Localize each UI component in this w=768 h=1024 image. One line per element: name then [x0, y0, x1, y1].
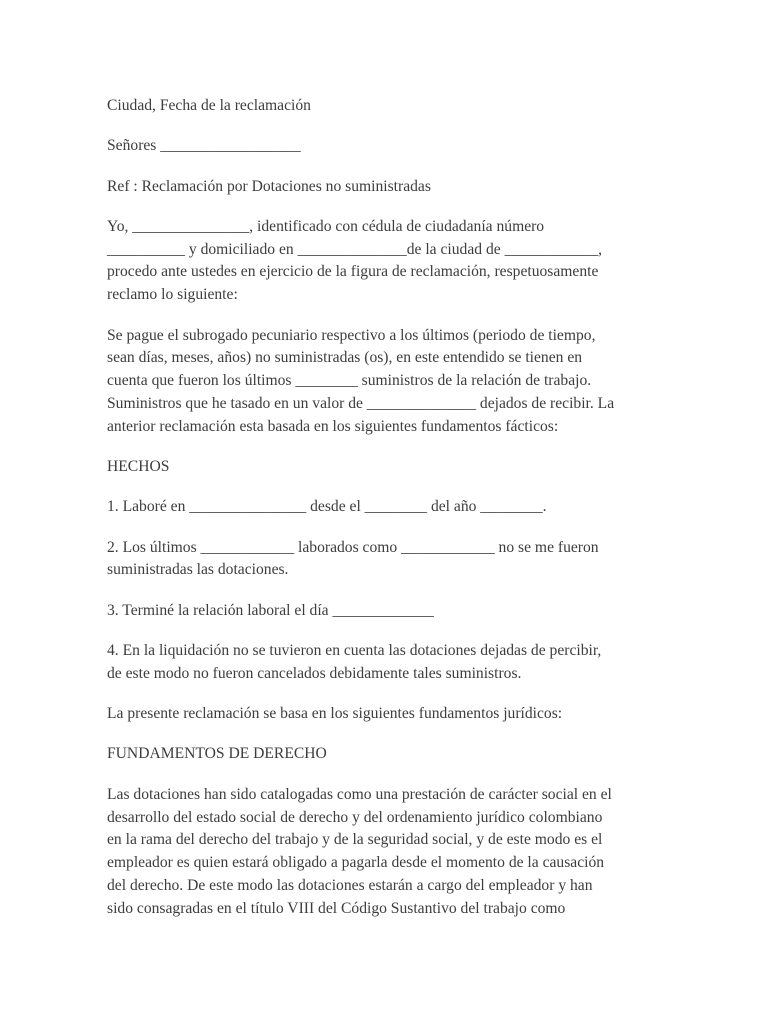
request-line: anterior reclamación esta basada en los siguientes fundamentos fácticos:	[107, 417, 559, 435]
law-line: Las dotaciones han sido catalogadas como una prestación de carácter social en el	[107, 785, 612, 803]
fact-4	[107, 640, 667, 686]
fact-2	[107, 537, 667, 583]
salutation: Señores __________________	[107, 137, 301, 155]
request-line: cuenta que fueron los últimos ________ suministros de la relación de trabajo.	[107, 372, 592, 390]
law-paragraph	[107, 784, 667, 921]
request-line: sean días, meses, años) no suministradas (os), en este entendido se tienen en	[107, 349, 583, 367]
facts-heading: HECHOS	[107, 458, 170, 476]
legal-intro: La presente reclamación se basa en los siguientes fundamentos jurídicos:	[107, 705, 563, 723]
law-line: desarrollo del estado social de derecho y del ordenamiento jurídico colombiano	[107, 808, 603, 826]
date-line: Ciudad, Fecha de la reclamación	[107, 97, 311, 114]
fact-line: 2. Los últimos ____________ laborados como ____________ no se me fueron	[107, 538, 599, 556]
law-line: empleador es quien estará obligado a pagarla desde el momento de la causación	[107, 854, 605, 872]
intro-line: Yo, _______________, identificado con cédula de ciudadanía número	[107, 217, 545, 235]
intro-line: reclamo lo siguiente:	[107, 286, 238, 304]
intro-paragraph	[107, 216, 667, 307]
reference-line: Ref : Reclamación por Dotaciones no suministradas	[107, 177, 431, 195]
request-line: Se pague el subrogado pecuniario respectivo a los últimos (periodo de tiempo,	[107, 326, 596, 344]
law-heading: FUNDAMENTOS DE DERECHO	[107, 745, 327, 763]
request-line: Suministros que he tasado en un valor de ______________ dejados de recibir. La	[107, 394, 615, 412]
fact-line: 1. Laboré en _______________ desde el ________ del año ________.	[107, 498, 547, 516]
fact-line: 3. Terminé la relación laboral el día _____________	[107, 601, 434, 619]
law-line: del derecho. De este modo las dotaciones estarán a cargo del empleador y han	[107, 876, 593, 894]
fact-1	[107, 496, 667, 519]
law-line: sido consagradas en el título VIII del Código Sustantivo del trabajo como	[107, 899, 566, 917]
intro-line: procedo ante ustedes en ejercicio de la figura de reclamación, respetuosamente	[107, 263, 599, 281]
fact-line: 4. En la liquidación no se tuvieron en cuenta las dotaciones dejadas de percibir,	[107, 642, 602, 660]
document-body	[107, 95, 667, 938]
fact-line: suministradas las dotaciones.	[107, 561, 289, 579]
law-line: en la rama del derecho del trabajo y de la seguridad social, y de este modo es el	[107, 831, 603, 849]
fact-3	[107, 600, 667, 623]
intro-line: __________ y domiciliado en ______________de la ciudad de ____________,	[107, 240, 603, 258]
request-paragraph	[107, 325, 667, 439]
fact-line: de este modo no fueron cancelados debidamente tales suministros.	[107, 664, 522, 682]
